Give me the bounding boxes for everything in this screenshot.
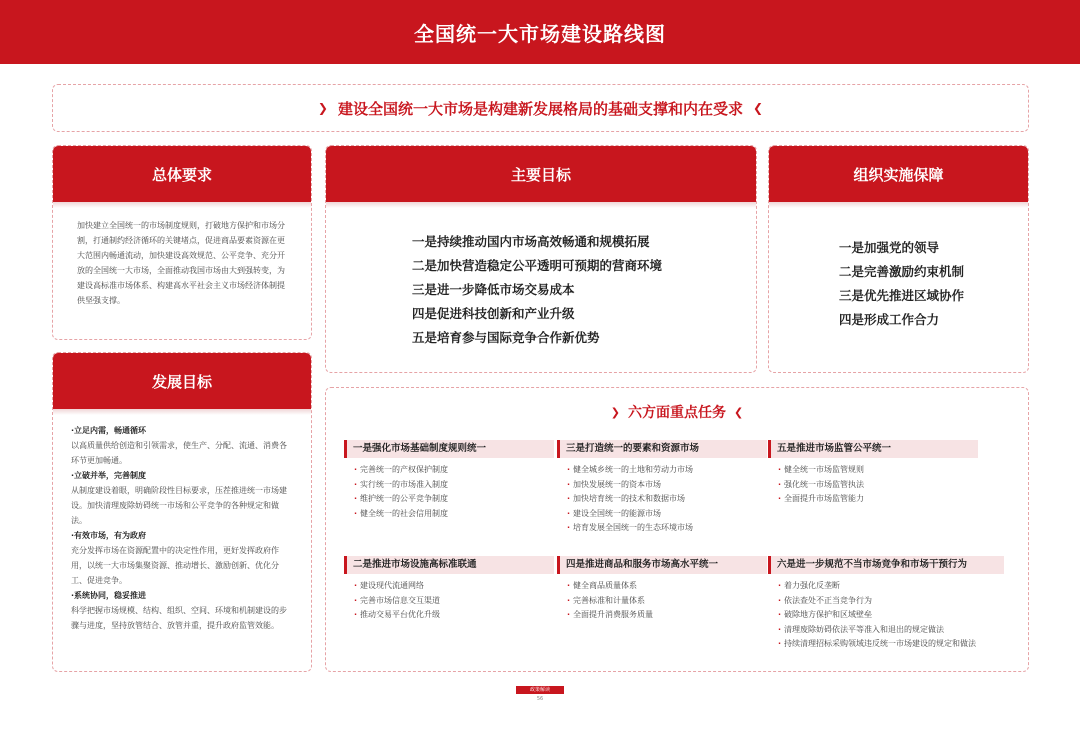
overall-header [53,146,311,202]
development-panel [52,352,312,672]
task-item: · 健全统一市场监管规则 [778,463,978,478]
development-item-text: 从制度建设着眼，明确阶段性目标要求，压茬推进统一市场建设。加快清理废除妨碍统一市场和公平竞争的各种规定和做法。 [71,486,287,525]
org-item: 四是形成工作合力 [839,312,940,327]
task-group-title: 五是推进市场监管公平统一 [768,440,978,458]
org-item: 二是完善激励约束机制 [839,264,965,279]
task-group [768,440,978,507]
top-banner [0,0,1080,64]
org-panel [768,145,1029,373]
main-goals-panel [325,145,757,373]
overall-title: 总体要求 [151,165,212,184]
task-item: · 持续清理招标采购领域违反统一市场建设的规定和做法 [778,637,1004,652]
task-item: · 加快培育统一的技术和数据市场 [567,492,767,507]
development-title: 发展目标 [151,372,212,391]
task-item: · 健全统一的社会信用制度 [354,507,554,522]
task-item: · 完善标准和计量体系 [567,594,767,609]
org-item: 一是加强党的领导 [839,240,940,255]
task-item: · 实行统一的市场准入制度 [354,478,554,493]
footer-badge: 政策解读 [516,686,564,694]
org-header [769,146,1028,202]
tasks-panel [325,387,1029,672]
task-item: · 推动交易平台优化升级 [354,608,554,623]
subtitle-text: 建设全国统一大市场是构建新发展格局的基础支撑和内在受求 [337,99,743,118]
org-title: 组织实施保障 [853,165,944,184]
org-item: 三是优先推进区域协作 [839,288,965,303]
task-item: · 强化统一市场监管执法 [778,478,978,493]
task-item: · 依法查处不正当竞争行为 [778,594,1004,609]
main-goal-item: 四是促进科技创新和产业升级 [412,306,575,321]
subtitle-bar [52,84,1029,132]
development-item [71,528,293,588]
task-item: · 健全商品质量体系 [567,579,767,594]
main-goal-item: 五是培育参与国际竞争合作新优势 [412,330,600,345]
task-group [768,556,1004,652]
task-item: · 维护统一的公平竞争制度 [354,492,554,507]
task-item: · 培育发展全国统一的生态环境市场 [567,521,767,536]
task-item: · 建设现代流通网络 [354,579,554,594]
overall-text: 加快建立全国统一的市场制度规则，打破地方保护和市场分割，打通制约经济循环的关键堵点，促进商品要素资源在更大范围内畅通流动，加快建设高效规范、公平竞争、充分开放的全国统一大市场，全面推动我国市场由大到强转变，为建设高标准市场体系、构建高水平社会主义市场经济体制提供坚强支撑。 [77,221,285,305]
task-item: · 全面提升消费服务质量 [567,608,767,623]
task-group-title: 六是进一步规范不当市场竞争和市场干预行为 [768,556,1004,574]
task-item: · 清理废除妨碍依法平等准入和退出的规定做法 [778,623,1004,638]
development-item-title: ·立破并举，完善制度 [71,471,147,480]
chevron-right-icon: ❯ [610,405,620,419]
task-group [344,556,554,623]
development-item [71,468,293,528]
tasks-title-row [326,402,1028,422]
main-goal-item: 三是进一步降低市场交易成本 [412,282,575,297]
development-item-text: 充分发挥市场在资源配置中的决定性作用，更好发挥政府作用，以统一大市场集聚资源、推动增长、激励创新、优化分工、促进竞争。 [71,546,279,585]
development-header [53,353,311,409]
main-goal-item: 一是持续推动国内市场高效畅通和规模拓展 [412,234,650,249]
task-group [557,556,767,623]
chevron-left-icon: ❮ [734,405,744,419]
development-item-text: 以高质量供给创造和引领需求，使生产、分配、流通、消费各环节更加畅通。 [71,441,287,465]
task-group-title: 一是强化市场基础制度规则统一 [344,440,554,458]
task-item: · 全面提升市场监管能力 [778,492,978,507]
task-item: · 健全城乡统一的土地和劳动力市场 [567,463,767,478]
task-group-title: 四是推进商品和服务市场高水平统一 [557,556,767,574]
task-item: · 完善统一的产权保护制度 [354,463,554,478]
development-item-title: ·立足内需，畅通循环 [71,426,147,435]
task-item: · 建设全国统一的能源市场 [567,507,767,522]
main-goals-header [326,146,756,202]
development-item-text: 科学把握市场规模、结构、组织、空间、环境和机制建设的步骤与进度，坚持放管结合、放管并重，提升政府监管效能。 [71,606,287,630]
task-item: · 破除地方保护和区域壁垒 [778,608,1004,623]
task-group [344,440,554,521]
development-item [71,423,293,468]
task-group [557,440,767,536]
page-number: 56 [536,696,544,702]
development-item-title: ·系统协同，稳妥推进 [71,591,147,600]
task-item: · 着力强化反垄断 [778,579,1004,594]
page-title: 全国统一大市场建设路线图 [414,21,666,46]
main-goal-item: 二是加快营造稳定公平透明可预期的营商环境 [412,258,663,273]
overall-panel [52,145,312,340]
chevron-left-icon: ❮ [753,101,764,115]
task-group-title: 二是推进市场设施高标准联通 [344,556,554,574]
main-goals-title: 主要目标 [510,165,571,184]
tasks-title: 六方面重点任务 [628,405,726,421]
chevron-right-icon: ❯ [317,101,328,115]
development-item-title: ·有效市场，有为政府 [71,531,147,540]
task-item: · 加快发展统一的资本市场 [567,478,767,493]
task-item: · 完善市场信息交互渠道 [354,594,554,609]
development-item [71,588,293,633]
task-group-title: 三是打造统一的要素和资源市场 [557,440,767,458]
